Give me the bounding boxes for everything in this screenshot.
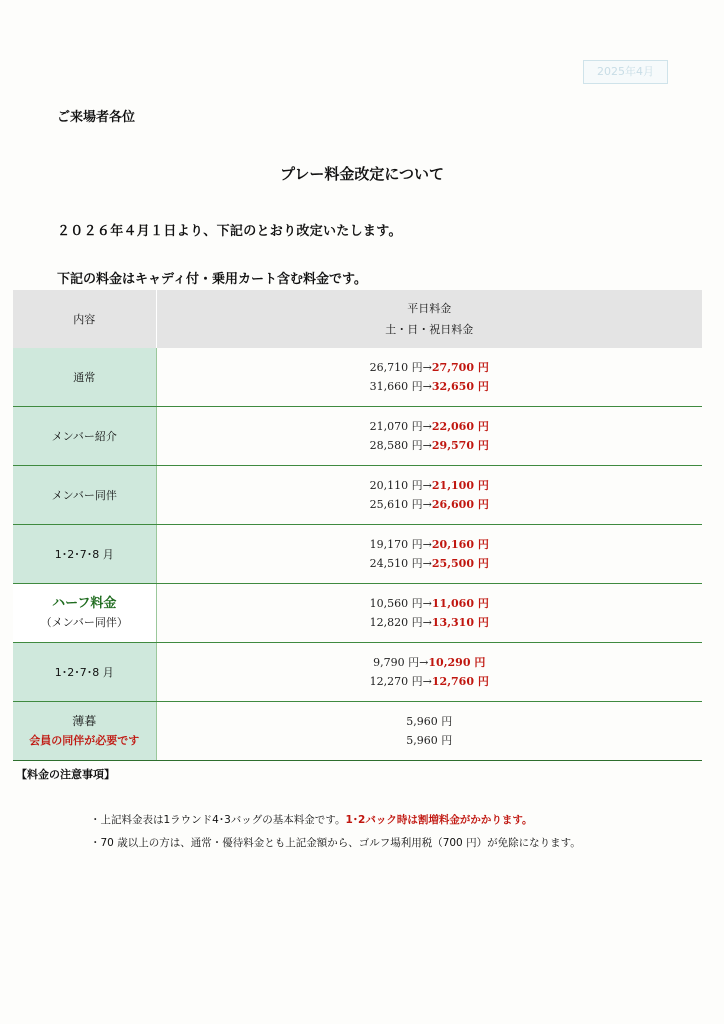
weekday-price-line: 19,170 円→20,160 円 bbox=[369, 538, 489, 551]
holiday-price-line: 25,610 円→26,600 円 bbox=[369, 498, 489, 511]
row-label: 通常 bbox=[13, 348, 156, 407]
weekday-price-line: 10,560 円→11,060 円 bbox=[369, 597, 489, 610]
weekday-price-line: 20,110 円→21,100 円 bbox=[369, 479, 489, 492]
holiday-price-line: 24,510 円→25,500 円 bbox=[369, 557, 489, 570]
table-row bbox=[13, 348, 702, 407]
holiday-price-line: 31,660 円→32,650 円 bbox=[369, 380, 489, 393]
row-prices bbox=[156, 466, 702, 525]
table-row bbox=[13, 525, 702, 584]
table-header bbox=[13, 290, 702, 348]
row-prices bbox=[156, 643, 702, 702]
row-label bbox=[13, 702, 156, 761]
weekday-price-line: 9,790 円→10,290 円 bbox=[373, 656, 486, 669]
note-senior-tax: ・70 歳以上の方は、通常・優待料金とも上記金額から、ゴルフ場利用税（700 円）が免除になります。 bbox=[90, 837, 581, 849]
addressee: ご来場者各位 bbox=[57, 110, 136, 125]
weekday-price-line: 26,710 円→27,700 円 bbox=[369, 361, 489, 374]
row-label bbox=[13, 584, 156, 643]
header-weekday: 平日料金 bbox=[407, 302, 452, 315]
row-prices bbox=[156, 348, 702, 407]
date-stamp: 2025年4月 bbox=[583, 60, 668, 84]
row-label: メンバー同伴 bbox=[13, 466, 156, 525]
twilight-label: 薄暮 bbox=[72, 714, 97, 728]
row-label: 1･2･7･8 月 bbox=[13, 525, 156, 584]
fee-table bbox=[13, 290, 702, 761]
intro-text: ２０２６年４月１日より、下記のとおり改定いたします。 bbox=[57, 224, 402, 239]
table-row bbox=[13, 643, 702, 702]
row-label: メンバー紹介 bbox=[13, 407, 156, 466]
notes-title: 【料金の注意事項】 bbox=[16, 768, 115, 781]
holiday-price-line: 12,270 円→12,760 円 bbox=[369, 675, 489, 688]
table-row bbox=[13, 466, 702, 525]
row-label: 1･2･7･8 月 bbox=[13, 643, 156, 702]
row-prices bbox=[156, 525, 702, 584]
table-note: 下記の料金はキャディ付・乗用カート含む料金です。 bbox=[57, 272, 367, 287]
header-label: 内容 bbox=[13, 290, 156, 348]
weekday-price-line: 5,960 円 bbox=[406, 715, 453, 728]
twilight-requirement: 会員の同伴が必要です bbox=[29, 734, 140, 747]
row-prices bbox=[156, 702, 702, 761]
holiday-price-line: 12,820 円→13,310 円 bbox=[369, 616, 489, 629]
half-fee-label: ハーフ料金 bbox=[52, 596, 117, 611]
table-row bbox=[13, 702, 702, 761]
row-prices bbox=[156, 584, 702, 643]
row-prices bbox=[156, 407, 702, 466]
half-fee-sublabel: （メンバー同伴） bbox=[40, 616, 128, 629]
holiday-price-line: 28,580 円→29,570 円 bbox=[369, 439, 489, 452]
header-prices bbox=[156, 290, 702, 348]
holiday-price-line: 5,960 円 bbox=[406, 734, 453, 747]
table-row bbox=[13, 584, 702, 643]
weekday-price-line: 21,070 円→22,060 円 bbox=[369, 420, 489, 433]
page-title: プレー料金改定について bbox=[279, 165, 445, 183]
table-row bbox=[13, 407, 702, 466]
header-holiday: 土・日・祝日料金 bbox=[385, 323, 474, 336]
note-bag-count: ・上記料金表は1ラウンド4･3バッグの基本料金です。1･2バック時は割増料金がかかります。 bbox=[90, 814, 533, 826]
